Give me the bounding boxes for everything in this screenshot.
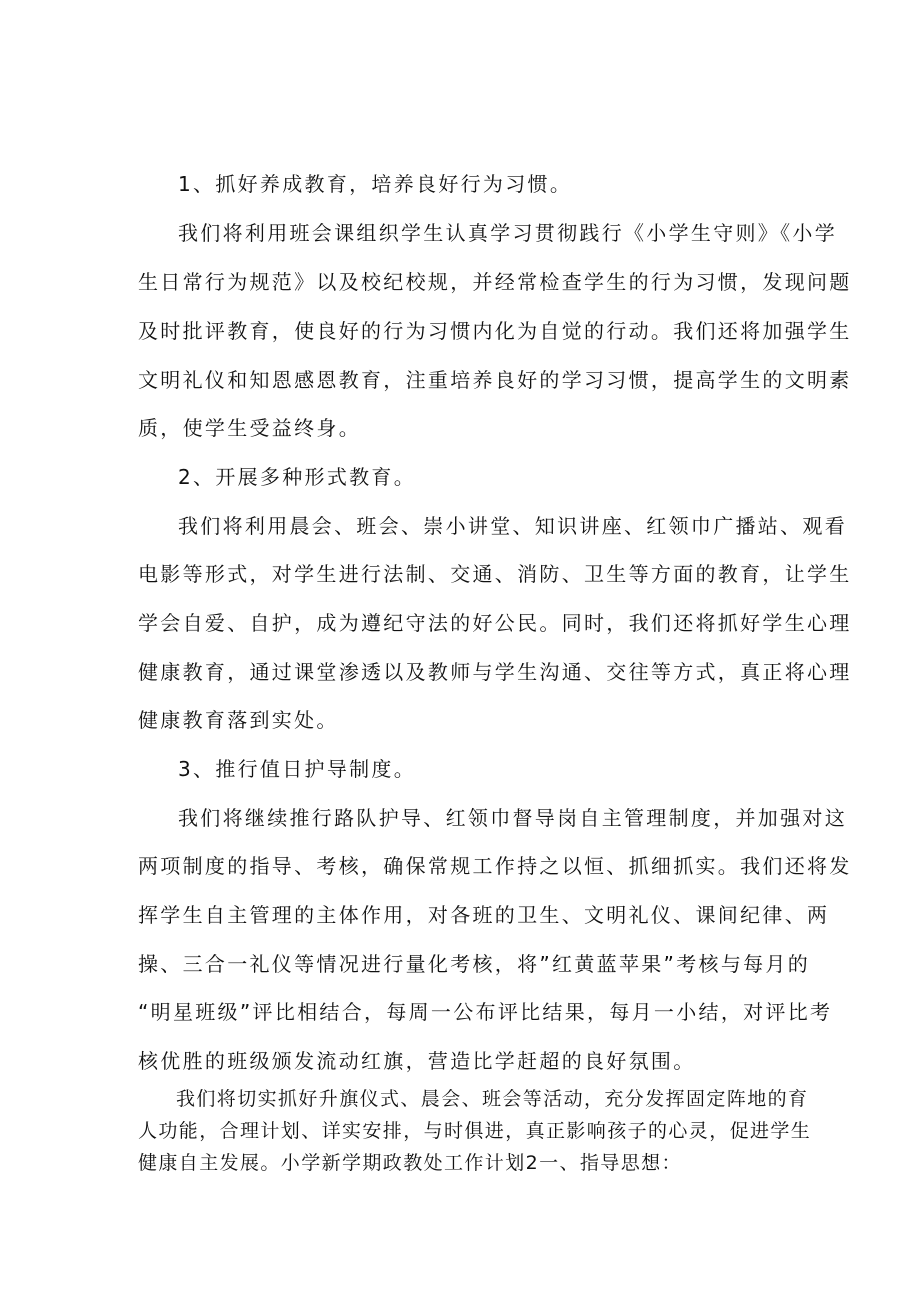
heading-3: 3、推行值日护导制度。: [178, 757, 417, 781]
paragraph-line: 健康自主发展。小学新学期政教处工作计划2一、指导思想：: [138, 1152, 682, 1174]
paragraph-line: 文明礼仪和知恩感恩教育，注重培养良好的学习习惯，提高学生的文明素: [138, 368, 852, 392]
paragraph-line: 生日常行为规范》以及校纪校规，并经常检查学生的行为习惯，发现问题: [138, 270, 852, 294]
paragraph-line: 操、三合一礼仪等情况进行量化考核，将”红黄蓝苹果”考核与每月的: [138, 952, 811, 976]
heading-2: 2、开展多种形式教育。: [178, 465, 417, 489]
paragraph-line: 健康教育落到实处。: [138, 708, 339, 732]
paragraph-line: 人功能，合理计划、详实安排，与时俱进，真正影响孩子的心灵，促进学生: [138, 1120, 812, 1142]
paragraph-line: 我们将利用晨会、班会、崇小讲堂、知识讲座、红领巾广播站、观看: [178, 514, 847, 538]
paragraph-line: “明星班级”评比相结合，每周一公布评比结果，每月一小结，对评比考: [138, 1000, 833, 1024]
paragraph-line: 核优胜的班级颁发流动红旗，营造比学赶超的良好氛围。: [138, 1049, 696, 1073]
paragraph-line: 学会自爱、自护，成为遵纪守法的好公民。同时，我们还将抓好学生心理: [138, 611, 852, 635]
paragraph-line: 健康教育，通过课堂渗透以及教师与学生沟通、交往等方式，真正将心理: [138, 660, 852, 684]
paragraph-line: 挥学生自主管理的主体作用，对各班的卫生、文明礼仪、课间纪律、两: [138, 903, 830, 927]
paragraph-line: 两项制度的指导、考核，确保常规工作持之以恒、抓细抓实。我们还将发: [138, 854, 852, 878]
paragraph-line: 我们将继续推行路队护导、红领巾督导岗自主管理制度，并加强对这: [178, 806, 847, 830]
paragraph-line: 质，使学生受益终身。: [138, 416, 361, 440]
paragraph-line: 我们将利用班会课组织学生认真学习贯彻践行《小学生守则》《小学: [178, 221, 837, 245]
heading-1: 1、抓好养成教育，培养良好行为习惯。: [178, 172, 573, 196]
paragraph-line: 及时批评教育，使良好的行为习惯内化为自觉的行动。我们还将加强学生: [138, 319, 852, 343]
paragraph-line: 电影等形式，对学生进行法制、交通、消防、卫生等方面的教育，让学生: [138, 562, 852, 586]
paragraph-line: 我们将切实抓好升旗仪式、晨会、班会等活动，充分发挥固定阵地的育: [176, 1088, 809, 1110]
